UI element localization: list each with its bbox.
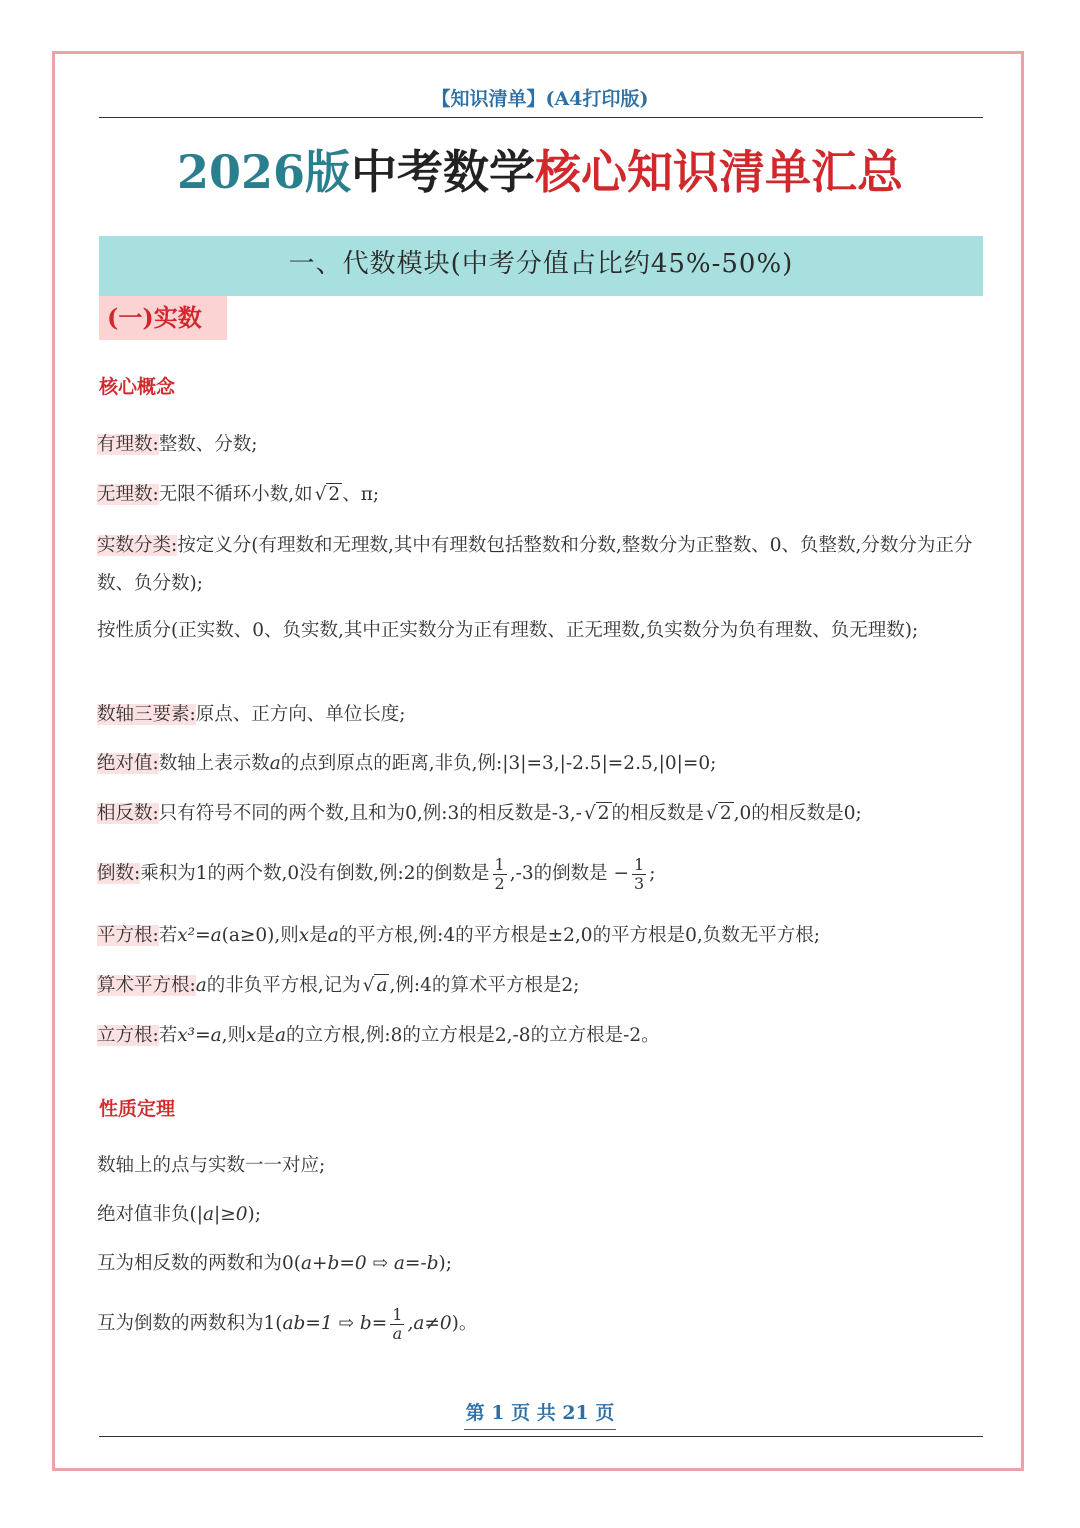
radicand: 2 (719, 803, 732, 824)
definition-tail: 、π; (342, 484, 380, 505)
definition-text: 整数、分数; (158, 434, 258, 455)
definition-text-2: ,则 (221, 1025, 247, 1046)
equation: x²=a (177, 925, 222, 946)
subsection-header: (一)实数 (99, 296, 227, 340)
definition-text: 原点、正方向、单位长度; (195, 704, 406, 725)
variable-a: a (327, 925, 339, 946)
variable-x: x (246, 1025, 257, 1046)
footer-divider (99, 1436, 983, 1437)
definition-text: 若 (158, 1025, 178, 1046)
absolute-value-line (97, 746, 977, 782)
property-line-2 (97, 1197, 977, 1233)
definition-text-3: 是 (256, 1025, 275, 1046)
reciprocal-line (97, 852, 977, 896)
definition-text-3: ,0的相反数是0; (733, 803, 862, 824)
property-tail: ); (247, 1204, 261, 1225)
term-label: 相反数: (97, 803, 159, 824)
fraction-2 (632, 856, 646, 893)
property-tail: )。 (451, 1313, 478, 1334)
page-number-text: 第 1 页 共 21 页 (464, 1398, 617, 1430)
term-label: 数轴三要素: (97, 704, 196, 725)
definition-text: 的非负平方根,记为 (206, 975, 361, 996)
number-axis-line (97, 697, 977, 733)
definition-text-3: 是 (309, 925, 328, 946)
property-line-4 (97, 1302, 977, 1346)
page-title (0, 140, 1080, 204)
denominator: 3 (634, 873, 645, 893)
core-concepts-heading: 核心概念 (99, 376, 176, 398)
section-header: 一、代数模块(中考分值占比约45%-50%) (99, 236, 983, 296)
title-topic: 核心知识清单汇总 (535, 145, 904, 199)
definition-text-4: 的平方根,例:4的平方根是±2,0的平方根是0,负数无平方根; (338, 925, 820, 946)
square-root-line (97, 918, 977, 954)
term-label: 有理数: (97, 434, 159, 455)
header-label: 【知识清单】(A4打印版) (431, 88, 649, 110)
definition-text-2: ,-3的倒数是 − (509, 863, 630, 884)
term-label: 倒数: (97, 863, 141, 884)
term-label: 绝对值: (97, 753, 159, 774)
fraction (493, 856, 507, 893)
property-text: 互为倒数的两数积为1( (97, 1313, 283, 1334)
sqrt-expression: √ 2 (583, 803, 610, 824)
definition-text-3: ; (649, 863, 656, 884)
numerator: 1 (494, 854, 505, 874)
definition-text: 乘积为1的两个数,0没有倒数,例:2的倒数是 (140, 863, 490, 884)
term-label: 平方根: (97, 925, 159, 946)
variable-a: a (269, 753, 281, 774)
arithmetic-square-root-line (97, 968, 977, 1004)
expression: |a|≥0 (196, 1204, 248, 1225)
radicand: 2 (597, 803, 610, 824)
condition: ,a≠0 (407, 1313, 452, 1334)
property-text: 互为相反数的两数和为0( (97, 1253, 301, 1274)
variable-a: a (274, 1025, 287, 1046)
property-tail: ); (438, 1253, 452, 1274)
sqrt-expression-2: √ 2 (706, 803, 732, 824)
term-label: 算术平方根: (97, 975, 196, 996)
condition: (a≥0) (221, 925, 275, 946)
numerator: 1 (634, 854, 645, 874)
property-text: 绝对值非负( (97, 1204, 197, 1225)
definition-text-4: 的立方根,例:8的立方根是2,-8的立方根是-2。 (286, 1025, 660, 1046)
denominator: 2 (494, 873, 505, 893)
title-year: 2026版 (176, 145, 352, 199)
sqrt-expression: √ a (362, 975, 388, 996)
denominator: a (392, 1323, 403, 1343)
real-classification-line (97, 527, 977, 603)
opposite-number-line (97, 796, 977, 832)
variable-x: x (298, 925, 310, 946)
variable-a: a (195, 975, 207, 996)
title-subject: 中考数学 (351, 145, 536, 199)
fraction (390, 1306, 404, 1343)
definition-text-2: 的点到原点的距离,非负,例:|3|=3,|-2.5|=2.5,|0|=0; (280, 753, 717, 774)
term-label: 无理数: (97, 484, 159, 505)
rational-number-line (97, 427, 977, 463)
radicand: 2 (328, 484, 341, 505)
property-line-3 (97, 1246, 977, 1282)
header-divider (99, 117, 983, 118)
properties-heading: 性质定理 (99, 1098, 176, 1120)
definition-text-2: ,例:4的算术平方根是2; (389, 975, 580, 996)
term-label: 实数分类: (97, 535, 178, 556)
numerator: 1 (392, 1304, 403, 1324)
expression: ab=1 ⇨ b= (282, 1313, 388, 1334)
equation: x³=a (177, 1025, 222, 1046)
definition-text: 按定义分(有理数和无理数,其中有理数包括整数和分数,整数分为正整数、0、负整数,分数分为正分数、负分数); (97, 535, 973, 594)
irrational-number-line (97, 477, 977, 513)
definition-text-2: 的相反数是 (611, 803, 705, 824)
definition-text: 只有符号不同的两个数,且和为0,例:3的相反数是-3,- (158, 803, 582, 824)
property-line-1: 数轴上的点与实数一一对应; (97, 1155, 326, 1176)
expression: a+b=0 ⇨ a=-b (301, 1253, 439, 1274)
term-label: 立方根: (97, 1025, 159, 1046)
definition-text-2: ,则 (274, 925, 299, 946)
definition-text: 若 (158, 925, 178, 946)
sqrt-expression: √ 2 (314, 484, 341, 505)
definition-text: 无限不循环小数,如 (158, 484, 313, 505)
radicand: a (376, 975, 388, 996)
classification-by-nature-line: 按性质分(正实数、0、负实数,其中正实数分为正有理数、正无理数,负实数分为负有理数、负无理数); (97, 620, 919, 641)
definition-text: 数轴上表示数 (158, 753, 270, 774)
page-number (0, 1398, 1080, 1430)
cube-root-line (97, 1018, 977, 1054)
